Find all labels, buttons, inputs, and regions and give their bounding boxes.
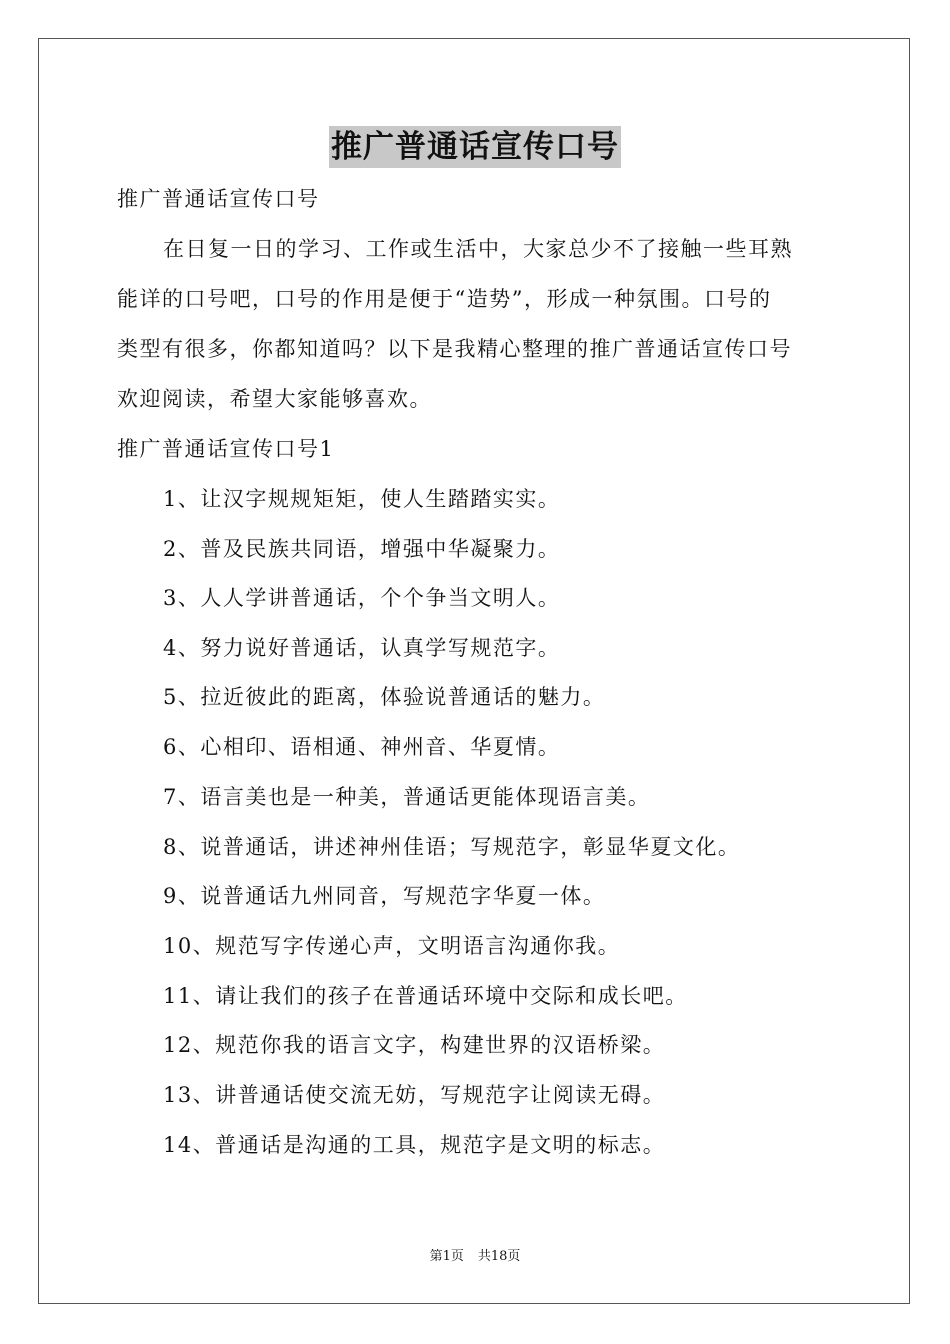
intro-line: 能详的口号吧，口号的作用是便于“造势”，形成一种氛围。口号的 <box>117 287 772 311</box>
document-subtitle: 推广普通话宣传口号 <box>117 187 320 211</box>
slogan-item: 13、讲普通话使交流无妨，写规范字让阅读无碍。 <box>163 1083 666 1107</box>
intro-line: 欢迎阅读，希望大家能够喜欢。 <box>117 387 432 411</box>
slogan-item: 1、让汉字规规矩矩，使人生踏踏实实。 <box>163 487 561 511</box>
slogan-item: 5、拉近彼此的距离，体验说普通话的魅力。 <box>163 685 606 709</box>
slogan-item: 8、说普通话，讲述神州佳语；写规范字，彰显华夏文化。 <box>163 835 741 859</box>
slogan-item: 10、规范写字传递心声，文明语言沟通你我。 <box>163 934 621 958</box>
slogan-item: 6、心相印、语相通、神州音、华夏情。 <box>163 735 561 759</box>
document-title: 推广普通话宣传口号 <box>329 126 621 168</box>
slogan-item: 14、普通话是沟通的工具，规范字是文明的标志。 <box>163 1133 666 1157</box>
slogan-item: 7、语言美也是一种美，普通话更能体现语言美。 <box>163 785 651 809</box>
page-total: 共18页 <box>477 1249 521 1264</box>
page-number: 第1页 <box>429 1249 464 1264</box>
slogan-item: 3、人人学讲普通话，个个争当文明人。 <box>163 586 561 610</box>
slogan-item: 9、说普通话九州同音，写规范字华夏一体。 <box>163 884 606 908</box>
page-border <box>38 38 910 1304</box>
slogan-item: 2、普及民族共同语，增强中华凝聚力。 <box>163 537 561 561</box>
intro-line: 类型有很多，你都知道吗？以下是我精心整理的推广普通话宣传口号 <box>117 337 792 361</box>
section-heading: 推广普通话宣传口号1 <box>117 437 335 461</box>
title-container <box>0 126 950 168</box>
page-footer <box>0 1248 950 1266</box>
slogan-item: 11、请让我们的孩子在普通话环境中交际和成长吧。 <box>163 984 688 1008</box>
intro-line: 在日复一日的学习、工作或生活中，大家总少不了接触一些耳熟 <box>163 237 793 261</box>
slogan-item: 4、努力说好普通话，认真学写规范字。 <box>163 636 561 660</box>
slogan-item: 12、规范你我的语言文字，构建世界的汉语桥梁。 <box>163 1033 666 1057</box>
